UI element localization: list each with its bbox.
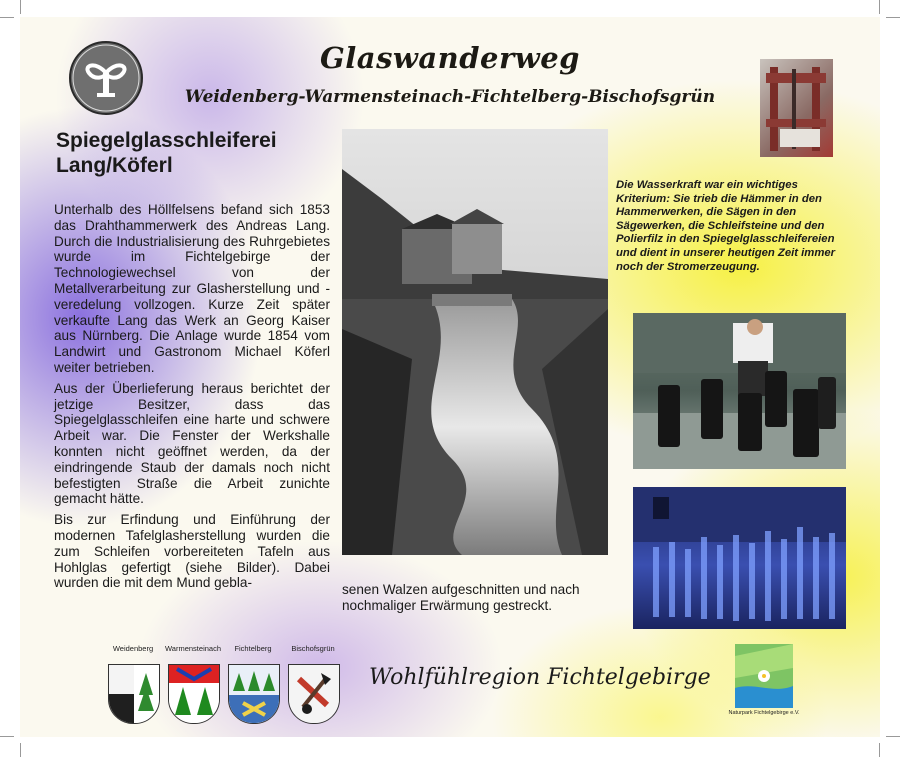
paragraph: Unterhalb des Höllfelsens befand sich 1853 das Drahthammerwerk des Andreas Lang. Durch die Industrialisierung des Ruhrgebietes wurde im Fichtelgebirge der Technologiewechsel von der Metallverarbeitung zur Glasherstellung und -veredelung vollzogen. Kurze Zeit später verkaufte Lang das Werk an Georg Kaiser aus Nürnberg. Die Anlage wurde 1854 vom Landwirt und Gastronom Michael Köferl weiter betrieben. <box>54 202 330 375</box>
crop-mark <box>0 736 14 737</box>
info-board <box>20 17 880 737</box>
crop-mark <box>0 17 14 18</box>
photo-caption: Die Wasserkraft war ein wichtiges Kriterium: Sie trieb die Hämmer in den Hammerwerken, die Sägen in den Sägewerken, die Schleifsteine und den Polierfilz in den Spiegelglasschleifereien und dient in unserer heutigen Zeit immer noch der Stromerzeugung. <box>616 179 836 273</box>
crop-mark <box>20 743 21 757</box>
paragraph: Bis zur Erfindung und Einführung der modernen Tafelglasherstellung wurden die zum Schleifen vorbereiteten Tafeln aus Hohlglas gefertigt (siehe Bilder). Dabei wurden die mit dem Mund gebla- <box>54 512 330 591</box>
region-slogan: Wohlfühlregion Fichtelgebirge <box>369 665 711 690</box>
article-body <box>54 202 330 596</box>
crest-label: Warmensteinach <box>165 644 221 653</box>
crop-mark <box>886 736 900 737</box>
weidenberg-crest <box>108 664 160 724</box>
crop-mark <box>886 17 900 18</box>
warmensteinach-crest <box>168 664 220 724</box>
crop-mark <box>879 743 880 757</box>
glass-cylinders-photo <box>633 313 846 469</box>
page-title: Glaswanderweg <box>320 41 580 75</box>
crest-label: Weidenberg <box>112 644 154 653</box>
crop-mark <box>20 0 21 14</box>
stream-mill-photo <box>342 129 608 555</box>
article-heading <box>56 128 277 178</box>
naturpark-logo <box>735 644 793 708</box>
route-subtitle: Weidenberg-Warmensteinach-Fichtelberg-Bischofsgrün <box>184 87 716 107</box>
paragraph: Aus der Überlieferung heraus berichtet der jetzige Besitzer, dass das Spiegelglasschleifen eine harte und schwere Arbeit war. Die Fenster der Werkshalle konnten nicht geöffnet werden, da der eindringende Staub der damals noch nicht befestigten Straße die Arbeit zunichte gemacht hätte. <box>54 380 330 507</box>
bischofsgruen-crest <box>288 664 340 724</box>
grinding-machine-photo <box>760 59 833 157</box>
article-continuation: senen Walzen aufgeschnitten und nach nochmaliger Erwärmung gestreckt. <box>342 582 580 613</box>
crest-label: Bischofsgrün <box>291 644 335 653</box>
blue-glass-photo <box>633 487 846 629</box>
heading-line: Lang/Köferl <box>56 154 173 177</box>
crest-label: Fichtelberg <box>234 644 272 653</box>
heading-line: Spiegelglasschleiferei <box>56 129 277 152</box>
naturpark-label: Naturpark Fichtelgebirge e.V. <box>728 710 800 716</box>
crop-mark <box>879 0 880 14</box>
fichtelberg-crest <box>228 664 280 724</box>
